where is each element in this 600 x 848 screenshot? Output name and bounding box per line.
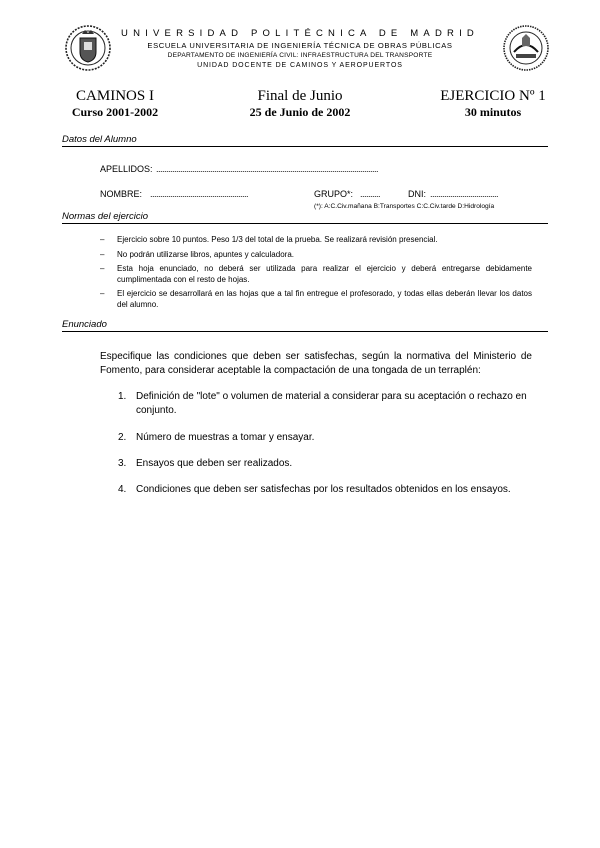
rules-list xyxy=(100,235,532,314)
rules-heading: Normas del ejercicio xyxy=(62,211,548,224)
statement-item xyxy=(118,390,534,418)
dni-label: DNI: xyxy=(408,189,426,199)
item-text: Condiciones que deben ser satisfechas por los resultados obtenidos en los ensayos. xyxy=(136,484,511,495)
statement-item xyxy=(118,483,534,497)
school-name: ESCUELA UNIVERSITARIA DE INGENIERÍA TÉCNICA DE OBRAS PÚBLICAS xyxy=(147,41,453,50)
item-number: 3. xyxy=(118,458,127,469)
rule-item xyxy=(100,264,532,285)
rule-item xyxy=(100,235,532,246)
teaching-unit: UNIDAD DOCENTE DE CAMINOS Y AEROPUERTOS xyxy=(197,62,403,69)
groups-note: (*): A:C.Civ.mañana B:Transportes C:C.Civ.tarde D:Hidrología xyxy=(314,203,495,210)
course-title: CAMINOS I xyxy=(76,88,154,104)
session-title: Final de Junio xyxy=(257,88,343,104)
rule-text: Esta hoja enunciado, no deberá ser utilizada para realizar el ejercicio y deberá entregarse debidamente cumplimentada con el resto de hojas. xyxy=(117,264,532,284)
statement-intro: Especifique las condiciones que deben ser satisfechas, según la normativa del Ministerio de Fomento, para considerar aceptable la compactación de una tongada de un terraplén: xyxy=(100,351,532,376)
session-block xyxy=(230,88,370,120)
course-year: Curso 2001-2002 xyxy=(71,105,159,119)
exercise-block xyxy=(428,88,558,120)
university-seal-icon xyxy=(64,24,112,72)
name-field[interactable]: ................................................. xyxy=(150,189,249,199)
dni-field[interactable]: .................................. xyxy=(430,189,499,199)
statement-item xyxy=(118,457,534,471)
student-data-heading: Datos del Alumno xyxy=(62,134,548,147)
item-number: 4. xyxy=(118,484,127,495)
surname-label: APELLIDOS: xyxy=(100,164,153,174)
rule-bullet: – xyxy=(100,289,105,298)
item-text: Número de muestras a tomar y ensayar. xyxy=(136,432,315,443)
rule-bullet: – xyxy=(100,235,105,244)
rule-bullet: – xyxy=(100,249,105,259)
rule-item xyxy=(100,250,532,261)
exercise-duration: 30 minutos xyxy=(464,105,522,119)
exercise-number: EJERCICIO Nº 1 xyxy=(440,88,546,104)
surname-field[interactable]: ............................................................................................................... xyxy=(156,164,379,174)
rule-text: El ejercicio se desarrollará en las hojas que a tal fin entregue el profesorado, y todas ellas deberán llevar los datos del alumno. xyxy=(117,289,532,309)
session-date: 25 de Junio de 2002 xyxy=(249,105,351,119)
rule-item xyxy=(100,289,532,310)
rule-text: No podrán utilizarse libros, apuntes y calculadora. xyxy=(117,249,294,259)
group-label: GRUPO*: xyxy=(314,189,354,199)
statement-item xyxy=(118,431,534,445)
rule-bullet: – xyxy=(100,264,105,273)
department-name: DEPARTAMENTO DE INGENIERÍA CIVIL: INFRAESTRUCTURA DEL TRANSPORTE xyxy=(167,52,433,59)
item-number: 1. xyxy=(118,391,127,402)
group-field[interactable]: .......... xyxy=(360,189,381,199)
university-name: UNIVERSIDAD POLITÉCNICA DE MADRID xyxy=(121,28,479,39)
item-text: Definición de "lote" o volumen de material a considerar para su aceptación o rechazo en conjunto. xyxy=(136,391,527,416)
item-text: Ensayos que deben ser realizados. xyxy=(136,458,293,469)
school-seal-icon xyxy=(502,24,550,72)
course-block xyxy=(60,88,170,120)
item-number: 2. xyxy=(118,432,127,443)
statement-heading: Enunciado xyxy=(62,319,548,332)
name-label: NOMBRE: xyxy=(100,189,143,199)
rule-text: Ejercicio sobre 10 puntos. Peso 1/3 del total de la prueba. Se realizará revisión presencial. xyxy=(117,235,438,244)
